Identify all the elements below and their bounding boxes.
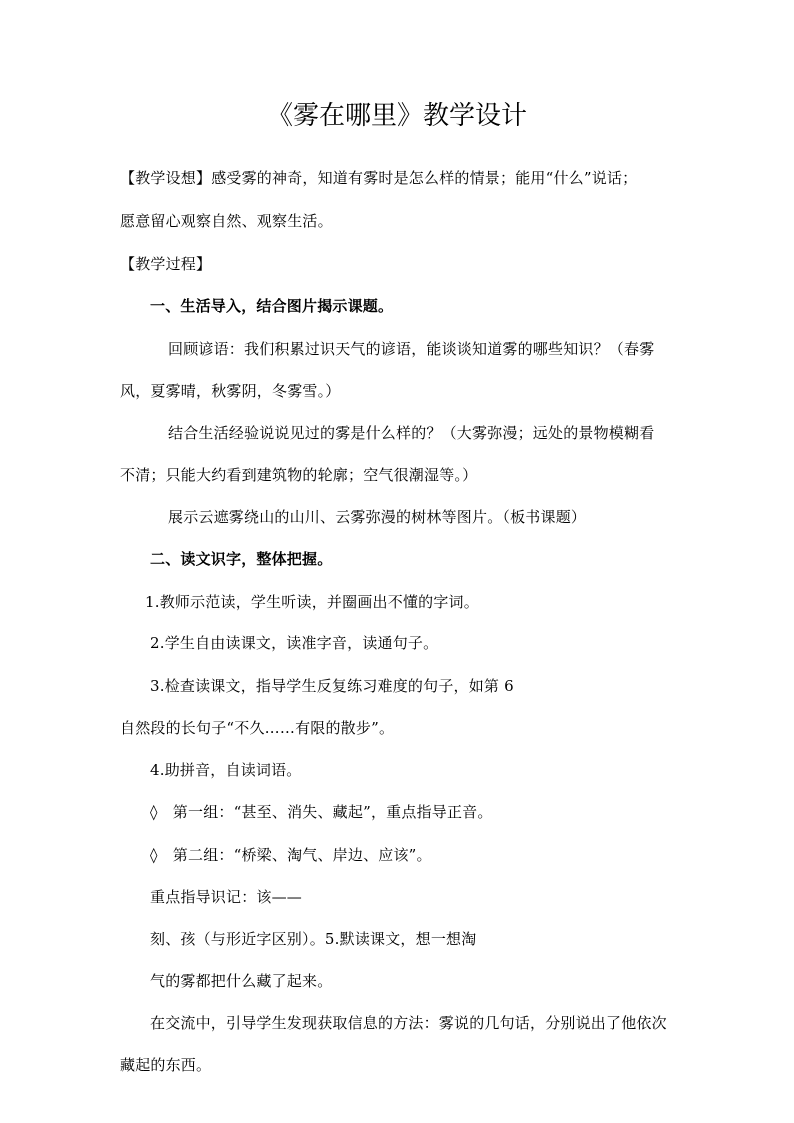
paragraph-line: 自然段的长句子“不久……有限的散步”。 <box>120 719 395 737</box>
paragraph-line: 在交流中，引导学生发现获取信息的方法：雾说的几句话，分别说出了他依次 <box>150 1014 667 1032</box>
paragraph-line: 藏起的东西。 <box>120 1056 212 1074</box>
list-item: ◊ 第二组：“桥梁、淘气、岸边、应该”。 <box>150 846 432 864</box>
section-heading: 一、生活导入，结合图片揭示课题。 <box>150 297 394 315</box>
list-item: ◊ 第一组：“甚至、消失、藏起”，重点指导正音。 <box>150 803 493 821</box>
paragraph-line: 结合生活经验说说见过的雾是什么样的？（大雾弥漫；远处的景物模糊看 <box>168 424 655 442</box>
list-item: 4.助拼音，自读词语。 <box>150 761 302 779</box>
section-heading: 二、读文识字，整体把握。 <box>150 550 333 568</box>
section-heading: 【教学过程】 <box>120 255 212 273</box>
paragraph-line: 不清；只能大约看到建筑物的轮廓；空气很潮湿等。） <box>120 466 478 484</box>
paragraph-line: 【教学设想】感受雾的神奇，知道有雾时是怎么样的情景；能用“什么”说话； <box>120 169 638 187</box>
paragraph-line: 愿意留心观察自然、观察生活。 <box>120 212 333 230</box>
paragraph-line: 展示云遮雾绕山的山川、云雾弥漫的树林等图片。（板书课题） <box>168 508 587 526</box>
document-title: 《雾在哪里》教学设计 <box>266 101 527 131</box>
list-item: 3.检查读课文，指导学生反复练习难度的句子，如第 6 <box>150 677 514 695</box>
paragraph-line: 风，夏雾晴，秋雾阴，冬雾雪。） <box>120 382 341 400</box>
paragraph-line: 重点指导识记：该—— <box>150 888 303 906</box>
list-item: 1.教师示范读，学生听读，并圈画出不懂的字词。 <box>145 593 479 611</box>
paragraph-line: 回顾谚语：我们积累过识天气的谚语，能谈谈知道雾的哪些知识？（春雾 <box>168 340 655 358</box>
list-item: 2.学生自由读课文，读准字音，读通句子。 <box>150 634 439 652</box>
paragraph-line: 气的雾都把什么藏了起来。 <box>150 972 333 990</box>
paragraph-line: 刻、孩（与形近字区别）。5.默读课文，想一想淘 <box>150 930 477 948</box>
